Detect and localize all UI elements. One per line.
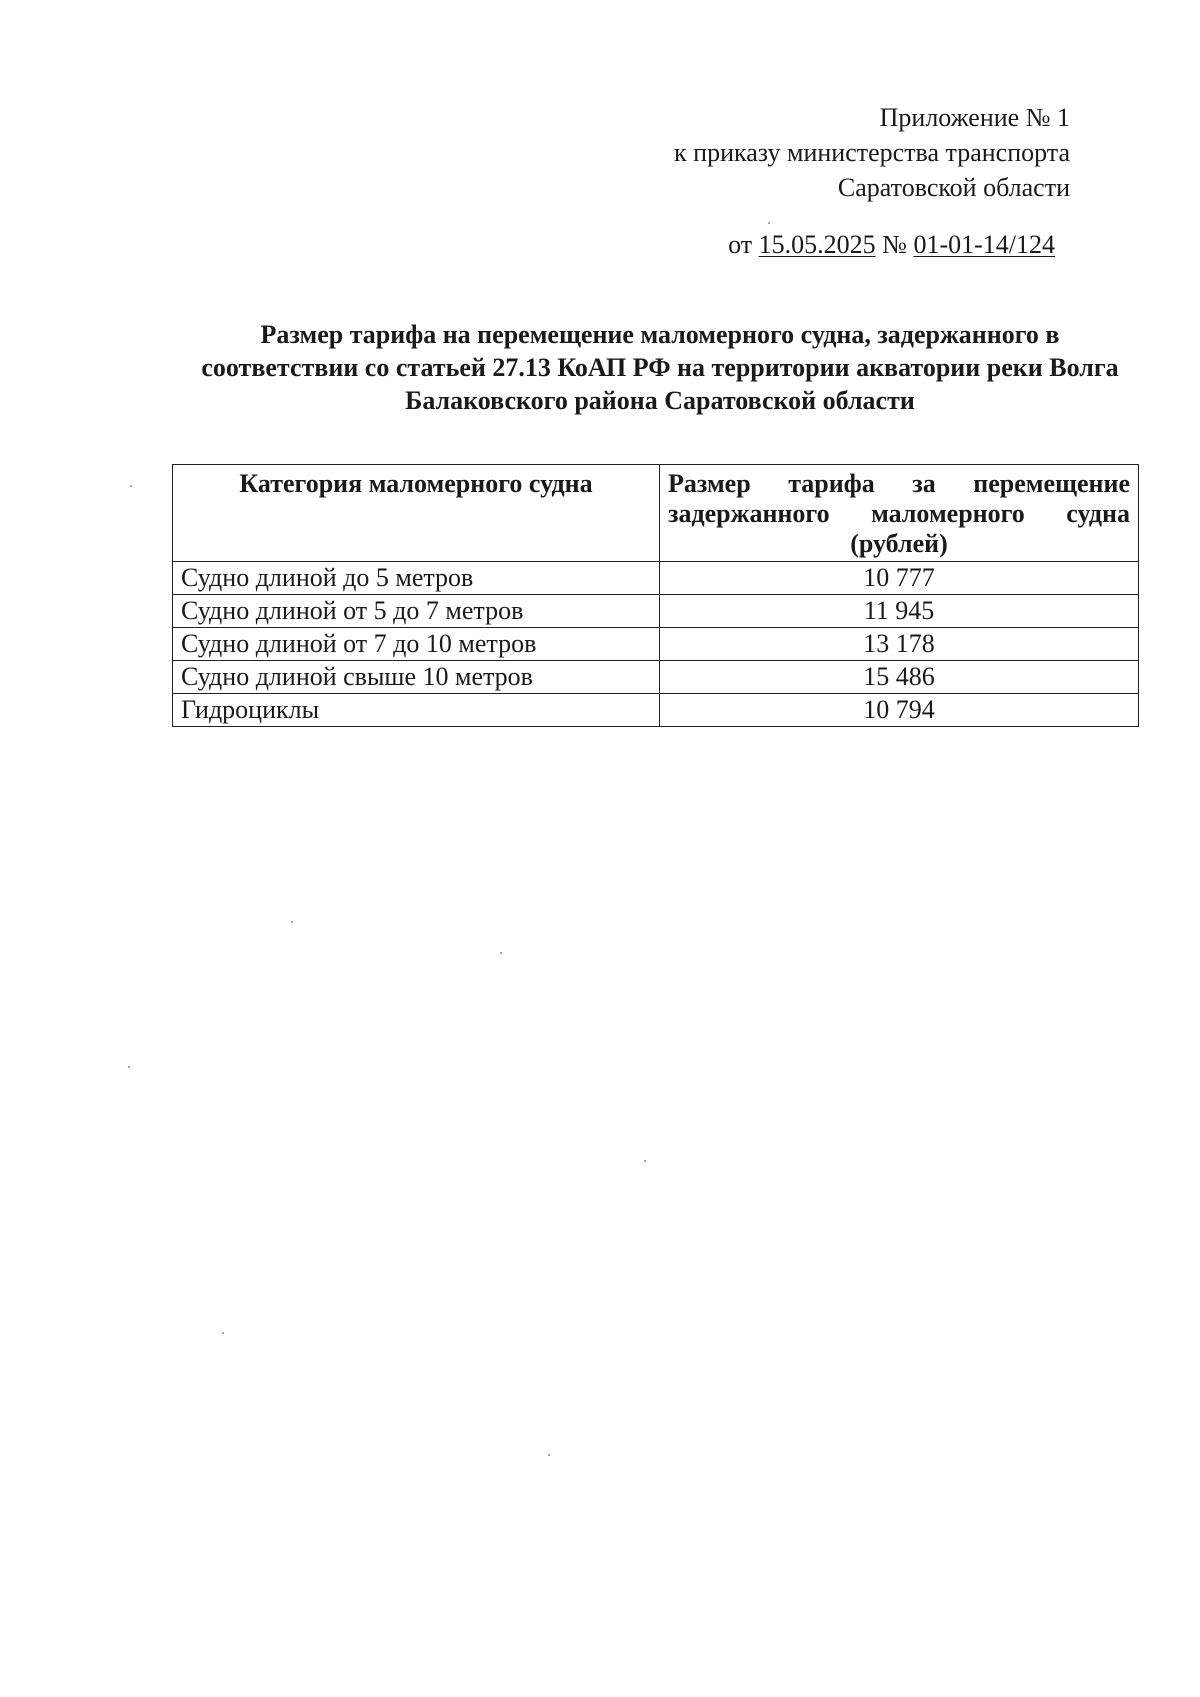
order-date: 15.05.2025 [758, 230, 876, 259]
row-category: Гидроциклы [173, 694, 660, 727]
scan-speck [128, 1066, 130, 1068]
region-name: Саратовской области [837, 173, 1070, 202]
document-title: Размер тарифа на перемещение маломерного судна, задержанного в соответствии со статьей 27.13 КоАП РФ на территории акватории реки Волга Балаковского района Саратовской области [201, 320, 1119, 415]
order-reference: к приказу министерства транспорта [674, 138, 1070, 167]
table-row [173, 661, 1139, 694]
row-category: Судно длиной свыше 10 метров [173, 661, 660, 694]
table-row [173, 562, 1139, 595]
row-tariff: 13 178 [660, 628, 1139, 661]
row-tariff: 10 794 [660, 694, 1139, 727]
table-row [173, 628, 1139, 661]
row-category: Судно длиной от 5 до 7 метров [173, 595, 660, 628]
row-tariff: 11 945 [660, 595, 1139, 628]
row-category: Судно длиной до 5 метров [173, 562, 660, 595]
appendix-header [674, 100, 1070, 205]
scan-speck [291, 921, 293, 923]
column-header-category: Категория маломерного судна [173, 465, 660, 562]
order-date-number [728, 228, 1055, 262]
row-category: Судно длиной от 7 до 10 метров [173, 628, 660, 661]
row-tariff: 10 777 [660, 562, 1139, 595]
scan-speck [500, 952, 502, 954]
scan-speck [548, 1454, 550, 1456]
scan-speck [768, 222, 770, 224]
order-number-sign: № [882, 230, 907, 259]
scan-speck [130, 485, 132, 487]
row-tariff: 15 486 [660, 661, 1139, 694]
table-row [173, 595, 1139, 628]
appendix-number: Приложение № 1 [879, 103, 1070, 132]
order-prefix: от [728, 230, 753, 259]
column-header-tariff: Размер тарифа за перемещение задержанного маломерного судна (рублей) [660, 465, 1139, 562]
tariff-table [172, 464, 1139, 727]
order-number: 01-01-14/124 [913, 230, 1055, 259]
table-header-row [173, 465, 1139, 562]
table-row [173, 694, 1139, 727]
scan-speck [222, 1332, 224, 1334]
scan-speck [644, 1160, 646, 1162]
